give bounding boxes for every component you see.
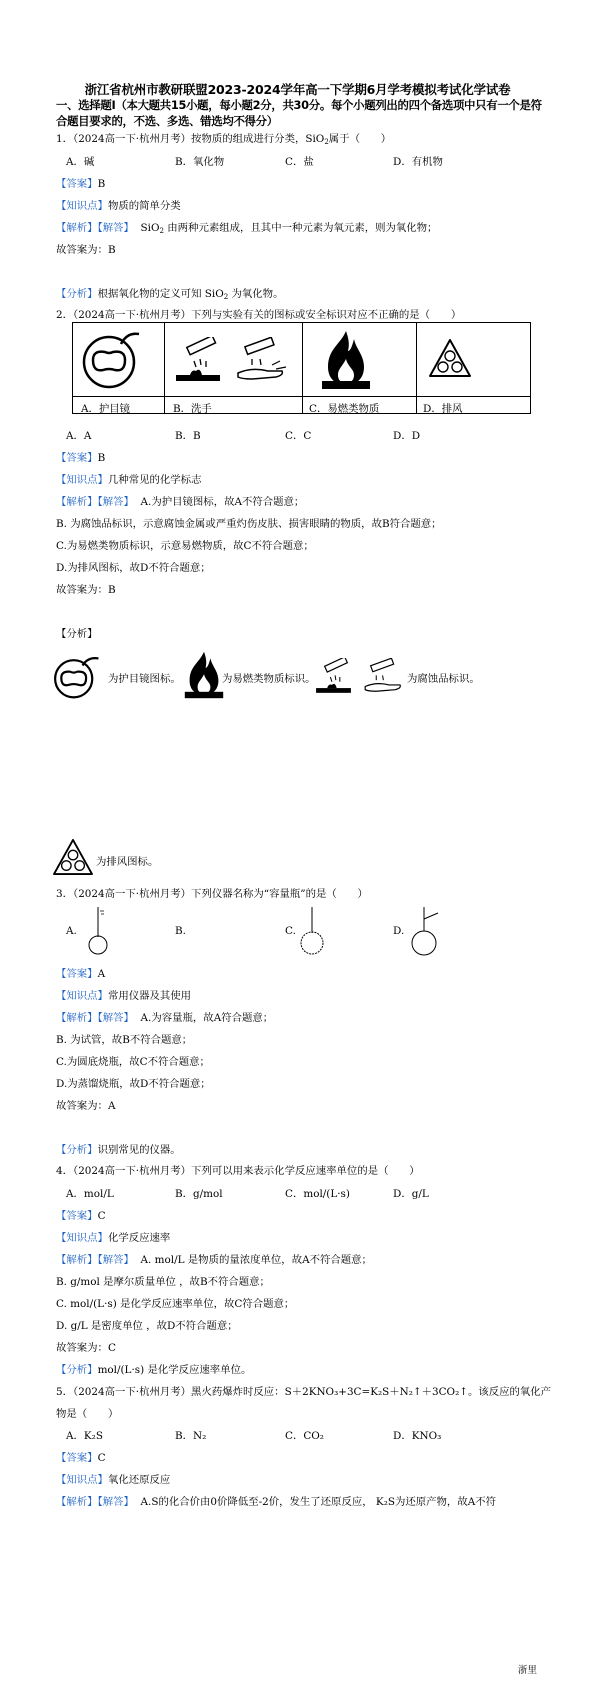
q4-stem: 4．（2024高一下·杭州月考）下列可以用来表示化学反应速率单位的是（ ） — [56, 1165, 420, 1177]
q4-option-a: A．mol/L — [66, 1188, 114, 1200]
q2-answer: 【答案】B — [56, 452, 106, 464]
ventilation-icon — [52, 838, 94, 876]
q2-option-a: A．A — [66, 430, 92, 442]
q1-summary: 【分析】根据氧化物的定义可知 SiO$_2$ 为氧化物。 — [56, 288, 284, 301]
q2-icon-table — [72, 322, 531, 414]
q5-option-c: C．CO₂ — [285, 1430, 324, 1442]
q5-knowledge: 【知识点】氧化还原反应 — [56, 1474, 171, 1486]
q1-option-b: B．氧化物 — [175, 156, 225, 168]
q1-analysis: 【解析】【解答】 SiO$_2$ 由两种元素组成，且其中一种元素为氧元素，则为氧化物； — [56, 222, 438, 235]
q2-option-c: C．C — [285, 430, 312, 442]
q2-line: D.为排风图标，故D不符合题意； — [56, 562, 211, 574]
q5-stem-cont: 物是（ ） — [56, 1408, 119, 1420]
q4-line: C. mol/(L·s) 是化学反应速率单位，故C符合题意； — [56, 1298, 295, 1310]
q5-option-d: D．KNO₃ — [393, 1430, 442, 1442]
corrosive-icon — [312, 658, 412, 696]
q1-knowledge: 【知识点】物质的简单分类 — [56, 200, 181, 212]
table-label-b: B．洗手 — [173, 403, 212, 415]
q2-stem: 2．（2024高一下·杭州月考）下列与实验有关的图标或安全标识对应不正确的是（ ） — [56, 309, 462, 321]
ventilation-icon — [428, 338, 472, 378]
q3-option-d: D. — [393, 925, 405, 937]
q3-summary: 【分析】识别常见的仪器。 — [56, 1144, 181, 1156]
round-flask-icon — [298, 905, 326, 957]
q2-option-d: D．D — [393, 430, 421, 442]
page-title: 浙江省杭州市教研联盟2023-2024学年高一下学期6月学考模拟考试化学试卷 — [84, 82, 511, 97]
q3-conclusion: 故答案为：A — [56, 1100, 116, 1112]
q3-knowledge: 【知识点】常用仪器及其使用 — [56, 990, 192, 1002]
table-label-d: D．排风 — [423, 403, 463, 415]
q5-answer: 【答案】C — [56, 1452, 106, 1464]
q1-option-c: C．盐 — [285, 156, 314, 168]
q3-analysis: 【解析】【解答】 A.为容量瓶，故A符合题意； — [56, 1012, 274, 1024]
q5-stem: 5．（2024高一下·杭州月考）黑火药爆炸时反应：S＋2KNO₃+3C=K₂S＋N₂↑＋3CO₂↑。该反应的氧化产 — [56, 1386, 552, 1398]
q1-option-d: D．有机物 — [393, 156, 443, 168]
q2-analysis: 【解析】【解答】 A.为护目镜图标，故A不符合题意； — [56, 496, 305, 508]
q4-option-c: C．mol/(L·s) — [285, 1188, 350, 1200]
q4-line: B. g/mol 是摩尔质量单位 ，故B不符合题意； — [56, 1276, 270, 1288]
q2-knowledge: 【知识点】几种常见的化学标志 — [56, 474, 202, 486]
q4-analysis: 【解析】【解答】 A. mol/L 是物质的量浓度单位，故A不符合题意； — [56, 1254, 372, 1266]
q4-option-d: D．g/L — [393, 1188, 429, 1200]
q1-stem: 1．（2024高一下·杭州月考）按物质的组成进行分类，SiO$_2$属于（ ） — [56, 133, 392, 146]
q4-option-b: B．g/mol — [175, 1188, 223, 1200]
q1-option-a: A．碱 — [66, 156, 95, 168]
section-heading: 一、选择题Ⅰ（本大题共15小题，每小题2分，共30分。每个小题列出的四个备选项中只有一个是符合题目要求的，不选、多选、错选均不得分） — [56, 98, 542, 128]
q1-answer: 【答案】B — [56, 178, 106, 190]
table-label-c: C．易燃类物质 — [309, 403, 380, 415]
volumetric-flask-icon — [86, 905, 110, 957]
page-footer: 浙里 — [517, 1665, 537, 1676]
goggles-icon — [81, 328, 141, 390]
q3-line: D.为蒸馏烧瓶，故D不符合题意； — [56, 1078, 211, 1090]
q3-option-a: A. — [66, 925, 77, 937]
summary-label-corrosive: 为腐蚀品标识。 — [407, 673, 480, 685]
q4-knowledge: 【知识点】化学反应速率 — [56, 1232, 171, 1244]
goggles-icon — [52, 654, 106, 700]
q5-option-b: B．N₂ — [175, 1430, 207, 1442]
flammable-icon — [180, 646, 228, 704]
table-label-a: A．护目镜 — [81, 403, 131, 415]
corrosive-icon — [172, 337, 296, 385]
q2-option-b: B．B — [175, 430, 201, 442]
q4-summary: 【分析】mol/(L·s) 是化学反应速率单位。 — [56, 1364, 252, 1376]
summary-label-ventilation: 为排风图标。 — [96, 856, 159, 868]
q2-line: B. 为腐蚀品标识，示意腐蚀金属或严重灼伤皮肤、损害眼睛的物质，故B符合题意； — [56, 518, 442, 530]
q1-conclusion: 故答案为：B — [56, 244, 116, 256]
q2-conclusion: 故答案为：B — [56, 584, 116, 596]
q4-answer: 【答案】C — [56, 1210, 106, 1222]
q4-conclusion: 故答案为：C — [56, 1342, 116, 1354]
q5-analysis: 【解析】【解答】 A.S的化合价由0价降低至-2价，发生了还原反应， K₂S为还原产物，故A不符 — [56, 1496, 496, 1508]
q3-option-b: B. — [175, 925, 186, 937]
q3-answer: 【答案】A — [56, 968, 106, 980]
summary-label-goggles: 为护目镜图标。 — [108, 673, 181, 685]
summary-label-flammable: 为易燃类物质标识。 — [222, 673, 316, 685]
q2-line: C.为易燃类物质标识，示意易燃物质，故C不符合题意； — [56, 540, 314, 552]
q3-line: C.为圆底烧瓶，故C不符合题意； — [56, 1056, 210, 1068]
distillation-flask-icon — [410, 905, 442, 957]
q2-summary-heading: 【分析】 — [56, 628, 98, 640]
q3-line: B. 为试管，故B不符合题意； — [56, 1034, 193, 1046]
flammable-icon — [316, 329, 376, 391]
q3-stem: 3．（2024高一下·杭州月考）下列仪器名称为“容量瓶”的是（ ） — [56, 888, 368, 900]
q4-line: D. g/L 是密度单位 ，故D不符合题意； — [56, 1320, 238, 1332]
q5-option-a: A．K₂S — [66, 1430, 103, 1442]
q3-option-c: C. — [285, 925, 296, 937]
